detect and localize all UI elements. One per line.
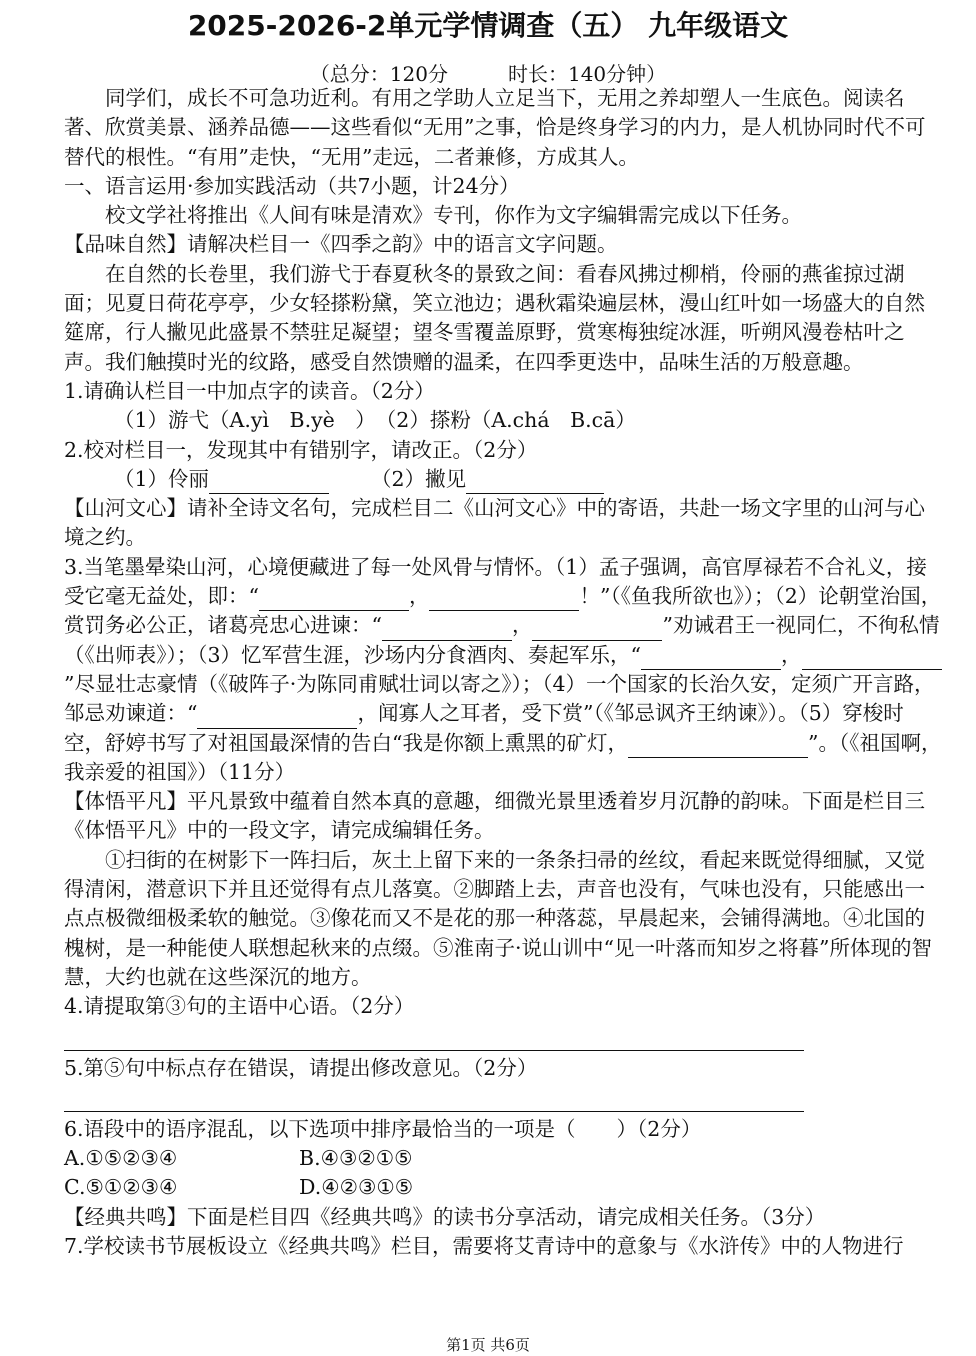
q2-item-2: （2）撇见 [371,466,467,491]
q3-blank-5[interactable] [641,647,781,670]
q4-answer-line[interactable] [64,1022,804,1051]
column-1-heading: 【品味自然】请解决栏目一《四季之韵》中的语言文字问题。 [64,232,618,257]
q6-option-c[interactable]: C.⑤①②③④ [64,1175,178,1200]
question-5: 5.第⑤句中标点存在错误，请提出修改意见。（2分） [64,1055,538,1080]
column-2-heading: 【山河文心】请补全诗文名句，完成栏目二《山河文心》中的寄语，共赴一场文字里的山河与心境之约。 [64,496,925,550]
q3-blank-8[interactable] [628,735,808,758]
q5-answer-line[interactable] [64,1083,804,1112]
exam-body [64,84,944,1261]
question-6: 6.语段中的语序混乱，以下选项中排序最恰当的一项是（ ）（2分） [64,1116,702,1141]
question-3 [64,553,944,787]
column-3-passage: ①扫街的在树影下一阵扫后，灰土上留下来的一条条扫帚的丝纹，看起来既觉得细腻，又觉得清闲，潜意识下并且还觉得有点儿落寞。②脚踏上去，声音也没有，气味也没有，只能感出一点点极微细极柔软的触觉。③像花而又不是花的那一种落蕊，早晨起来，会铺得满地。④北国的槐树，是一种能使人联想起秋来的点缀。⑤淮南子·说山训中“见一叶落而知岁之将暮”所体现的智慧，大约也就在这些深沉的地方。 [64,847,932,989]
column-1-passage: 在自然的长卷里，我们游弋于春夏秋冬的景致之间：看春风拂过柳梢，伶丽的燕雀掠过湖面；见夏日荷花亭亭，少女轻搽粉黛，笑立池边；遇秋霜染遍层林，漫山红叶如一场盛大的自然筵席，行人撇见此盛景不禁驻足凝望；望冬雪覆盖原野，赏寒梅独绽冰涯，听朔风漫卷枯叶之声。我们触摸时光的纹路，感受自然馈赠的温柔，在四季更迭中，品味生活的万般意趣。 [64,261,925,374]
q3-text-f: ， [781,642,802,667]
section-heading: 一、语言运用·参加实践活动（共7小题，计24分） [64,173,520,198]
q2-item-1: （1）伶丽 [114,466,210,491]
q3-text-a: 3.当笔墨晕染山河，心境便藏进了每一处风骨与情怀。（1）孟子强调，高官厚禄若不合礼义，接受它毫无益处，即：“ [64,554,927,609]
question-7: 7.学校读书节展板设立《经典共鸣》栏目，需要将艾青诗中的意象与《水浒传》中的人物进行 [64,1233,904,1258]
section-lead: 校文学社将推出《人间有味是清欢》专刊，你作为文字编辑需完成以下任务。 [105,203,802,228]
q3-text-b: ， [408,584,430,609]
page-footer: 第1页 共6页 [446,1336,530,1354]
q3-text-c: ！”（《鱼我所欲也》）；（2）论朝堂治国，赏罚务必公正，诸葛亮忠心进谏：“ [64,584,942,638]
column-3-heading: 【体悟平凡】平凡景致中蕴着自然本真的意趣，细微光景里透着岁月沉静的韵味。下面是栏目三《体悟平凡》中的一段文字，请完成编辑任务。 [64,789,925,843]
q3-blank-1[interactable] [259,588,409,611]
question-1-options: （1）游弋（A.yì B.yè ） （2）搽粉（A.chá B.cā） [114,408,636,433]
q3-text-g: ”尽显壮志豪情（《破阵子·为陈同甫赋壮词以寄之》）；（4）一个国家的长治久安，定须广开言路，邹忌劝谏道：“ [64,671,935,726]
q6-option-a[interactable]: A.①⑤②③④ [64,1146,178,1171]
question-4: 4.请提取第③句的主语中心语。（2分） [64,994,415,1019]
q2-answer-blank-2[interactable] [466,471,604,494]
question-2-options [64,465,944,494]
q6-option-b[interactable]: B.④③②①⑤ [299,1146,413,1171]
q3-text-h: ，闻寡人之耳者，受下赏”（《邹忌讽齐王纳谏》）。（5）穿梭时空，舒婷书写了对祖国最深情的告白“我是你额上熏黑的矿灯， [64,701,904,755]
q3-text-d: ， [511,613,533,638]
question-2: 2.校对栏目一，发现其中有错别字，请改正。（2分） [64,437,538,462]
q6-choices-row-1 [64,1144,944,1173]
q3-blank-3[interactable] [382,618,512,641]
q3-text-e: ”劝诫君王一视同仁，不徇私情（《出师表》）；（3）忆军营生涯，沙场内分食酒肉、奏起军乐，“ [64,613,940,667]
q3-blank-2[interactable] [429,588,579,611]
question-1: 1.请确认栏目一中加点字的读音。（2分） [64,378,435,403]
column-4-heading: 【经典共鸣】下面是栏目四《经典共鸣》的读书分享活动，请完成相关任务。（3分） [64,1204,826,1229]
q2-answer-blank-1[interactable] [209,471,329,494]
q3-blank-7[interactable] [197,706,357,729]
q6-option-d[interactable]: D.④②③①⑤ [299,1175,414,1200]
q3-blank-4[interactable] [532,618,662,641]
q6-choices-row-2 [64,1173,944,1202]
exam-title: 2025-2026-2单元学情调查（五） 九年级语文 [187,9,789,42]
intro-paragraph: 同学们，成长不可急功近利。有用之学助人立足当下，无用之养却塑人一生底色。阅读名著、欣赏美景、涵养品德——这些看似“无用”之事，恰是终身学习的内力，是人机协同时代不可替代的根性。“有用”走快，“无用”走远，二者兼修，方成其人。 [64,86,926,169]
exam-subtitle: （总分：120分 时长：140分钟） [309,62,667,86]
q3-text-i: ”。（《祖国啊，我亲爱的祖国》）（11分） [64,730,942,784]
q3-blank-6[interactable] [802,647,942,670]
